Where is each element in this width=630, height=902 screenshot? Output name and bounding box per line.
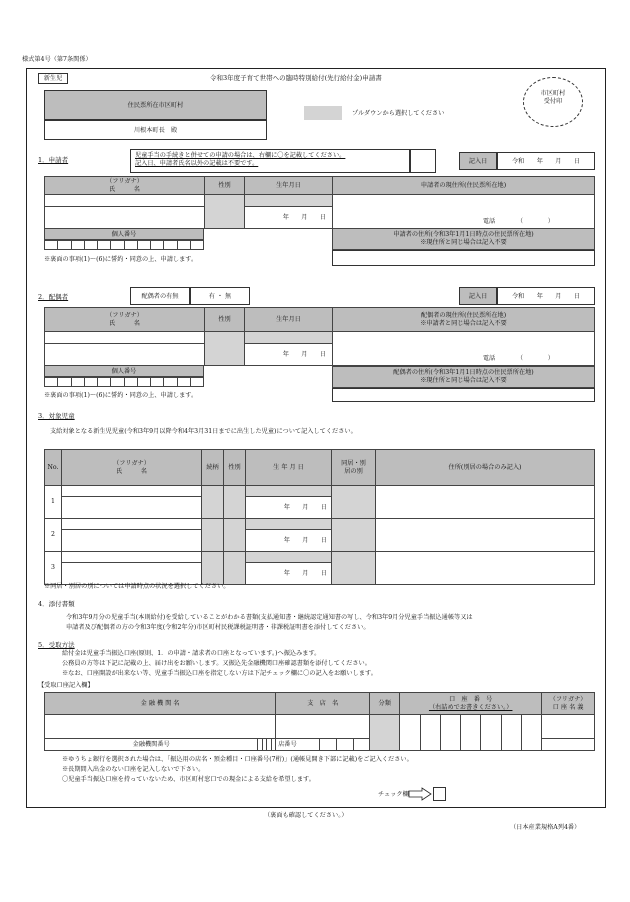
s1-address-r3-input[interactable] <box>332 250 595 266</box>
s2-has-spouse-label: 配偶者の有無 <box>130 287 190 305</box>
s1-individual-number-label: 個人番号 <box>44 228 204 240</box>
child-row-1-address[interactable] <box>376 486 595 519</box>
child-row-1-gender[interactable] <box>224 486 246 519</box>
section5-heading: 5．受取方法 <box>38 641 75 649</box>
section1-note <box>130 149 410 173</box>
children-col-furigana: （フリガナ） <box>113 459 150 467</box>
section4-line2: 申請者及び配偶者の方の令和3年度(令和2年分)市区町村民税課税証明書・非課税証明書を添付してください。 <box>66 624 370 631</box>
section4-line1: 令和3年9月分の児童手当(本則給付)を受給していることがわかる書類(支払通知書・継続認定通知書の写し、令和3年9月分児童手当振込通帳等又は <box>66 614 473 621</box>
section2-entry-date-label: 記入日 <box>459 287 497 305</box>
account-col-type: 分類 <box>370 693 400 715</box>
bank-name-input[interactable] <box>45 715 276 739</box>
account-digit-4[interactable] <box>461 715 481 751</box>
s1-furigana-label: （フリガナ） <box>106 177 143 185</box>
s1-current-address-header: 申請者の現住所(住民票所在地) <box>333 177 595 195</box>
bank-code-label: 金融機関番号 <box>45 739 258 751</box>
section5-line1: 給付金は児童手当振込口座(原則、1．の申請・請求者の口座となっています。)へ振込みます。 <box>62 650 321 657</box>
child-row-2-no: 2 <box>45 519 62 552</box>
account-title: 【受取口座記入欄】 <box>38 682 94 689</box>
child-row-2-cohab[interactable] <box>332 519 376 552</box>
child-row-3-name[interactable] <box>62 563 202 585</box>
municipality-header: 住民票所在市区町村 <box>44 90 267 120</box>
section2-table <box>44 307 595 366</box>
account-holder-input[interactable] <box>542 739 595 751</box>
child-row-1-furigana[interactable] <box>62 486 202 497</box>
section3-heading: 3．対象児童 <box>38 412 75 420</box>
child-row-2-relation[interactable] <box>202 519 224 552</box>
children-col-cohab-line1: 同居・別 <box>341 459 366 467</box>
s2-address-r3-line2: ※現住所と同じ場合は記入不要 <box>420 376 507 384</box>
child-row-3-era[interactable] <box>246 552 332 563</box>
children-col-cohab-line2: 居の別 <box>344 467 363 475</box>
s2-current-address-line1: 配偶者の現住所(住民票所在地) <box>420 311 507 319</box>
children-col-address: 住所(別居の場合のみ記入) <box>376 450 595 486</box>
s1-era-select[interactable] <box>245 195 333 207</box>
s2-individual-number-input[interactable] <box>44 377 204 387</box>
section5-note3: 〇児童手当振込口座を持っていないため、市区町村窓口での現金による支給を希望します。 <box>62 776 315 783</box>
check-box[interactable] <box>433 787 446 801</box>
children-col-no: No. <box>45 450 62 486</box>
section5-note2: ※長期間入出金のない口座を記入しないで下さい。 <box>62 766 205 773</box>
account-digit-3[interactable] <box>440 715 460 751</box>
child-row-2-birth[interactable]: 年 月 日 <box>246 530 332 552</box>
s2-gender-input[interactable] <box>205 332 245 366</box>
s2-pledge: ※裏面の事項(1)～(6)に誓約・同意の上、申請します。 <box>44 392 198 399</box>
branch-code-digit-2[interactable] <box>336 739 353 751</box>
s1-phone-label: 電話 （ ） <box>482 218 554 226</box>
pulldown-hint: プルダウンから選択してください <box>352 110 445 117</box>
section3-footnote: ※同居・別居の別については申請時点の状況を選択してください。 <box>44 583 230 590</box>
child-row-3-no: 3 <box>45 552 62 585</box>
s2-current-address-line2: ※申請者と同じ場合は記入不要 <box>420 319 507 327</box>
child-row-3-furigana[interactable] <box>62 552 202 563</box>
s1-name-label: 氏 名 <box>109 185 140 193</box>
s1-address-r3-header <box>332 228 595 250</box>
section1-heading: 1．申請者 <box>38 156 69 164</box>
child-row-1-no: 1 <box>45 486 62 519</box>
child-row-1-birth[interactable]: 年 月 日 <box>246 497 332 519</box>
form-title: 令和3年度子育て世帯への臨時特別給付(先行給付金)申請書 <box>210 74 382 82</box>
s1-current-address-input[interactable] <box>333 195 595 229</box>
footer-size-note: （日本産業規格A列4番） <box>510 824 581 831</box>
account-type-select[interactable] <box>370 715 400 751</box>
stamp-label-line2: 受付印 <box>543 97 563 105</box>
account-digit-1[interactable] <box>400 715 420 751</box>
municipality-recipient: 川根本町長 殿 <box>44 120 267 140</box>
child-row-3-gender[interactable] <box>224 552 246 585</box>
s1-pledge: ※裏面の事項(1)～(6)に誓約・同意の上、申請します。 <box>44 256 198 263</box>
s2-name-label: 氏 名 <box>109 319 140 327</box>
section2-entry-date[interactable]: 令和 年 月 日 <box>497 287 595 305</box>
s2-era-select[interactable] <box>245 332 333 344</box>
child-row-3-relation[interactable] <box>202 552 224 585</box>
account-digit-6[interactable] <box>501 715 521 751</box>
s1-furigana-input[interactable] <box>45 195 205 207</box>
s2-gender-header: 性別 <box>205 308 245 332</box>
section5-line2: 公務員の方等は下記に記載の上、届け出をお願いします。又振込先金融機関口座確認書類を添付してください。 <box>62 660 371 667</box>
section5-note1: ※ゆうちょ銀行を選択された場合は、「振込用の店名・預金種目・口座番号(7桁)」(通帳見開き下部に記載)をご記入ください。 <box>62 756 413 763</box>
s1-name-header <box>45 177 205 195</box>
branch-code-label: 店番号 <box>276 739 320 751</box>
s1-birth-input[interactable]: 年 月 日 <box>245 207 333 229</box>
section4-heading: 4．添付書類 <box>38 600 75 608</box>
s1-address-r3-line1: 申請者の住所(令和3年1月1日時点の住民票所在地) <box>393 231 534 238</box>
s2-address-r3-input[interactable] <box>332 388 595 402</box>
footer-back-note: （裏面も確認してください。） <box>264 812 348 819</box>
account-col-branch: 支 店 名 <box>276 693 370 715</box>
s2-furigana-label: （フリガナ） <box>106 311 143 319</box>
child-row-2-name[interactable] <box>62 530 202 552</box>
section3-intro: 支給対象となる新生児児童(令和3年9月以降令和4年3月31日までに出生した児童)について記入してください。 <box>50 428 357 435</box>
newborn-tag: 新生児 <box>38 73 68 84</box>
s2-name-input[interactable] <box>45 344 205 366</box>
s1-address-r3-line2: ※現住所と同じ場合は記入不要 <box>420 238 507 246</box>
pulldown-sample <box>304 106 342 120</box>
children-col-gender: 性別 <box>224 450 246 486</box>
s2-birth-input[interactable]: 年 月 日 <box>245 344 333 366</box>
children-col-relation: 続柄 <box>202 450 224 486</box>
s1-name-input[interactable] <box>45 207 205 229</box>
section1-note-line1: 児童手当の手続きと併せての申請の場合は、右欄に〇を記載してください。 <box>135 152 346 159</box>
branch-code-digit-3[interactable] <box>353 739 370 751</box>
child-row-2-address[interactable] <box>376 519 595 552</box>
s2-phone-label: 電話 （ ） <box>482 355 554 363</box>
child-row-2-era[interactable] <box>246 519 332 530</box>
account-digit-7[interactable] <box>521 715 541 751</box>
child-row-2-furigana[interactable] <box>62 519 202 530</box>
s1-gender-header: 性別 <box>205 177 245 195</box>
account-col-holder <box>542 693 595 715</box>
arrow-right-icon <box>408 787 432 801</box>
child-row-1-era[interactable] <box>246 486 332 497</box>
section1-circle-field[interactable] <box>410 149 436 173</box>
section1-entry-date-label: 記入日 <box>459 152 497 170</box>
child-row-1-cohab[interactable] <box>332 486 376 519</box>
check-label: チェック欄 <box>378 791 409 798</box>
s2-individual-number-label: 個人番号 <box>44 365 204 377</box>
section2-heading: 2．配偶者 <box>38 293 69 301</box>
child-row-2-gender[interactable] <box>224 519 246 552</box>
s2-has-spouse-select[interactable]: 有 ・ 無 <box>190 287 250 305</box>
account-col-bank: 金 融 機 関 名 <box>45 693 276 715</box>
section1-entry-date[interactable]: 令和 年 月 日 <box>497 152 595 170</box>
account-digit-2[interactable] <box>420 715 440 751</box>
children-col-name <box>62 450 202 486</box>
child-row-3-cohab[interactable] <box>332 552 376 585</box>
section1-note-line2: 記入日、申請者氏名以外の記載は不要です。 <box>135 159 259 167</box>
children-col-birth: 生 年 月 日 <box>246 450 332 486</box>
s2-furigana-input[interactable] <box>45 332 205 344</box>
account-digit-5[interactable] <box>481 715 501 751</box>
branch-code-digit-1[interactable] <box>320 739 337 751</box>
s2-current-address-header <box>333 308 595 332</box>
children-col-name-label: 氏 名 <box>116 467 147 475</box>
account-col-furigana: （フリガナ） <box>549 695 587 703</box>
s2-address-r3-line1: 配偶者の住所(令和3年1月1日時点の住民票所在地) <box>393 369 534 376</box>
s2-name-header <box>45 308 205 332</box>
children-table <box>44 449 595 585</box>
account-holder-furigana-input[interactable] <box>542 715 595 739</box>
s2-current-address-input[interactable] <box>333 332 595 366</box>
account-table <box>44 692 595 751</box>
section1-table <box>44 176 595 229</box>
s1-gender-input[interactable] <box>205 195 245 229</box>
child-row-1-name[interactable] <box>62 497 202 519</box>
form-code: 様式第4号（第7条関係） <box>22 56 92 63</box>
child-row-1-relation[interactable] <box>202 486 224 519</box>
account-col-number-line1: 口 座 番 号 <box>449 695 493 703</box>
branch-name-input[interactable] <box>276 715 370 739</box>
child-row-3-birth[interactable]: 年 月 日 <box>246 563 332 585</box>
s1-birth-header: 生年月日 <box>245 177 333 195</box>
account-col-number-line2: （右詰めでお書きください。） <box>428 703 513 711</box>
children-col-cohab <box>332 450 376 486</box>
stamp-label-line1: 市区町村 <box>540 90 566 97</box>
child-row-3-address[interactable] <box>376 552 595 585</box>
section5-line3: ※なお、口座開設が出来ない等、児童手当振込口座を指定しない方は下記チェック欄に〇の記入をお願いします。 <box>62 670 377 677</box>
s1-individual-number-input[interactable] <box>44 240 204 250</box>
s2-address-r3-header <box>332 366 595 388</box>
reception-stamp-area <box>523 77 583 127</box>
account-col-holder-label: 口 座 名 義 <box>552 703 584 711</box>
s2-birth-header: 生年月日 <box>245 308 333 332</box>
account-col-number <box>400 693 542 715</box>
